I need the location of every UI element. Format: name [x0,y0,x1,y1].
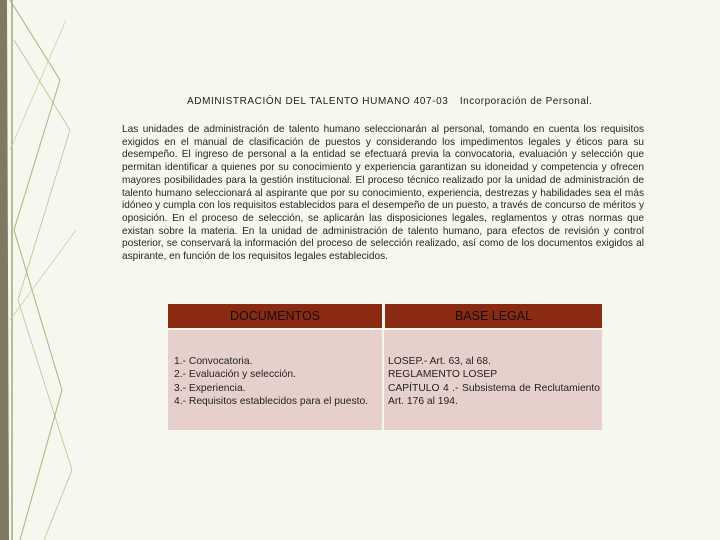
header-base-legal: BASE LEGAL [454,309,533,323]
heading-title: ADMINISTRACIÓN DEL TALENTO HUMANO 407-03 [187,96,449,107]
legal-item: LOSEP.- Art. 63, al 68. [388,356,491,367]
legal-item: REGLAMENTO LOSEP [388,369,498,381]
table-row [168,330,602,430]
heading-subtitle: Incorporación de Personal. [459,96,593,107]
decorative-stripes [0,0,80,540]
legal-item: CAPÍTULO 4 .- Subsistema de Reclutamiento [388,382,600,394]
legal-item: Art. 176 al 194. [388,395,458,407]
body-paragraph: Las unidades de administración de talento humano seleccionarán al personal, tomando en cuenta los requisitos exigidos en el manual de clasificación de puestos y considerando los impedimentos legales y éticos para su desempeño. El ingreso de personal a la entidad se efectuará previa la convocatoria, evaluación y selección que permitan identificar a quienes por su conocimiento y experiencia garantizan su idoneidad y competencia y ofrecen mayores posibilidades para la gestión institucional. El proceso técnico realizado por la unidad de administración de talento humano seleccionará al aspirante que por su conocimiento, experiencia, destrezas y habilidades sea el más idóneo y cumpla con los requisitos establecidos para el desempeño de un puesto, a través de concurso de méritos y oposición. En el proceso de selección, se aplicarán las disposiciones legales, reglamentos y otras normas que existan sobre la materia. En la unidad de administración de talento humano, para efectos de revisión y control posterior, se conservará la información del proceso de selección realizado, así como de los documentos exigidos al aspirante, en función de los requisitos legales establecidos. [122,124,644,263]
section-heading [187,96,592,107]
document-item: 2.- Evaluación y selección. [174,369,296,381]
document-item: 3.- Experiencia. [174,382,246,394]
header-documentos: DOCUMENTOS [168,304,385,328]
document-item: 1.- Convocatoria. [174,356,253,367]
table-header-row [168,304,602,328]
legal-base-cell [384,330,602,430]
documents-table [168,304,602,430]
document-item: 4.- Requisitos establecidos para el puesto. [174,395,369,407]
documents-cell [168,330,384,430]
